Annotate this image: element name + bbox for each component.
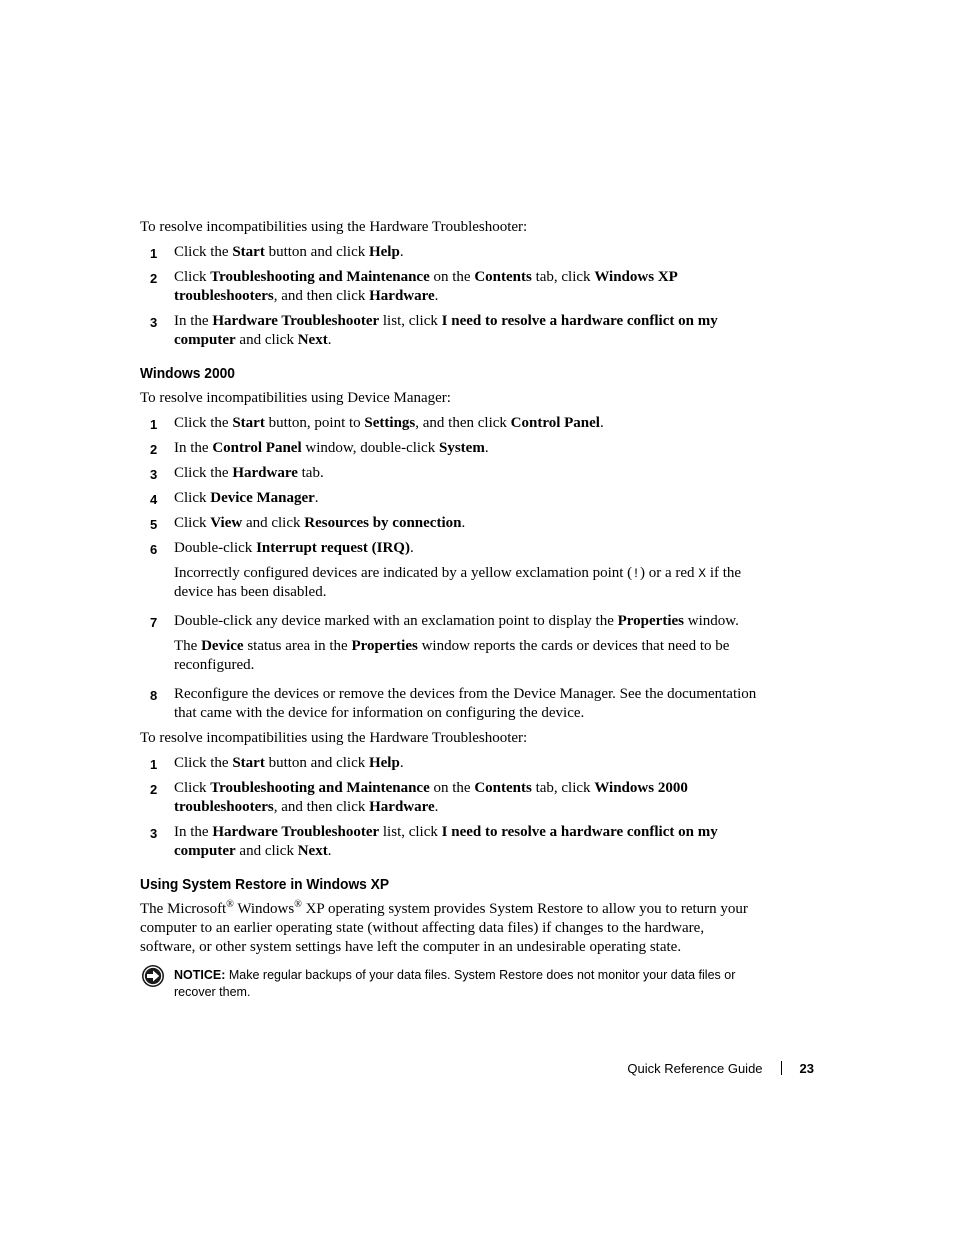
step <box>140 268 760 306</box>
step-note <box>174 637 760 675</box>
step-number: 1 <box>150 757 158 772</box>
step <box>140 243 760 262</box>
step-number: 4 <box>150 492 158 507</box>
step-number: 2 <box>150 442 158 457</box>
step-number: 7 <box>150 615 158 630</box>
step-text: Click the <box>174 415 233 431</box>
notice-arrow-icon <box>141 964 165 988</box>
section-heading-windows-2000: Windows 2000 <box>140 365 235 382</box>
footer-guide-title: Quick Reference Guide <box>627 1061 763 1076</box>
step-text: Click the <box>174 465 233 481</box>
paragraph-text: Windows <box>233 901 295 917</box>
step-text: and click <box>235 332 298 348</box>
step-text: window, double-click <box>301 440 439 456</box>
step-text: Reconfigure the devices or remove the devices from the Device Manager. See the documentation that came with the device for information on configuring the device. <box>174 686 757 721</box>
ui-term: Properties <box>351 638 418 654</box>
registered-mark: ® <box>294 899 302 910</box>
note-text: window reports the cards or devices that need to be reconfigured. <box>174 638 730 673</box>
step-text: button and click <box>264 244 369 260</box>
notice-box <box>140 967 760 1001</box>
ui-term: Windows 2000 troubleshooters <box>174 780 688 815</box>
step-number: 3 <box>150 826 158 841</box>
step-text: list, click <box>379 313 442 329</box>
step-number: 1 <box>150 246 158 261</box>
ui-term: Hardware Troubleshooter <box>212 313 380 329</box>
step <box>140 414 760 433</box>
note-text: Incorrectly configured devices are indicated by a yellow exclamation point ( <box>174 565 633 581</box>
ui-term: Next <box>297 843 328 859</box>
note-text: if the device has been disabled. <box>174 565 742 600</box>
step-text: . <box>434 288 439 304</box>
step-text: . <box>484 440 489 456</box>
ui-term: Hardware <box>232 465 298 481</box>
note-text: ) or a red <box>639 565 699 581</box>
ui-term: I need to resolve a hardware conflict on my computer <box>174 824 718 859</box>
step <box>140 612 760 675</box>
step-text: Double-click any device marked with an exclamation point to display the <box>174 613 618 629</box>
ui-term: Control Panel <box>510 415 600 431</box>
paragraph-text: XP operating system provides System Restore to allow you to return your computer to an earlier operating state (without affecting data files) if changes to the hardware, software, or other system settings have left the computer in an undesirable operating state. <box>140 901 748 955</box>
step-text: button, point to <box>264 415 365 431</box>
ui-term: Start <box>232 755 265 771</box>
step-text: . <box>327 843 332 859</box>
step-text: tab, click <box>531 780 595 796</box>
ui-term: Start <box>232 415 265 431</box>
footer-separator <box>781 1061 782 1075</box>
step-text: , and then click <box>415 415 511 431</box>
ui-term: Contents <box>474 780 532 796</box>
step-text: button and click <box>264 755 369 771</box>
step-text: and click <box>242 515 305 531</box>
step-text: and click <box>235 843 298 859</box>
ui-term: Hardware <box>369 799 435 815</box>
ui-term: Help <box>368 244 400 260</box>
w2k-hw-steps <box>140 754 760 861</box>
w2k-steps <box>140 414 760 723</box>
step <box>140 539 760 602</box>
step-text: on the <box>429 269 475 285</box>
step-text: , and then click <box>273 799 370 815</box>
ui-term: Resources by connection <box>304 515 462 531</box>
ui-term: Help <box>368 755 400 771</box>
step <box>140 823 760 861</box>
step <box>140 489 760 508</box>
step-text: on the <box>429 780 475 796</box>
step-text: . <box>399 755 404 771</box>
step-text: Click the <box>174 755 233 771</box>
step-text: , and then click <box>273 288 370 304</box>
ui-term: Windows XP troubleshooters <box>174 269 677 304</box>
step-text: . <box>409 540 414 556</box>
ui-term: Settings <box>364 415 416 431</box>
ui-term: Interrupt request (IRQ) <box>256 540 410 556</box>
ui-term: Next <box>297 332 328 348</box>
step-number: 1 <box>150 417 158 432</box>
step <box>140 685 760 723</box>
step-text: . <box>434 799 439 815</box>
w2k-hw-intro: To resolve incompatibilities using the Hardware Troubleshooter: <box>140 730 528 746</box>
step-text: In the <box>174 313 213 329</box>
ui-term: Control Panel <box>212 440 302 456</box>
step <box>140 312 760 350</box>
step-text: list, click <box>379 824 442 840</box>
step-text: Click the <box>174 244 233 260</box>
step-note <box>174 564 760 602</box>
step-text: . <box>399 244 404 260</box>
step-number: 3 <box>150 467 158 482</box>
restore-paragraph <box>140 900 760 957</box>
step-text: Click <box>174 515 211 531</box>
step-text: . <box>327 332 332 348</box>
step-number: 5 <box>150 517 158 532</box>
ui-term: Contents <box>474 269 532 285</box>
step-text: tab, click <box>531 269 595 285</box>
step <box>140 439 760 458</box>
step-number: 8 <box>150 688 158 703</box>
registered-mark: ® <box>226 899 234 910</box>
xp-hw-intro: To resolve incompatibilities using the Hardware Troubleshooter: <box>140 219 528 235</box>
note-text: The <box>174 638 202 654</box>
notice-label: NOTICE: <box>174 968 226 982</box>
ui-term: Start <box>232 244 265 260</box>
step-text: . <box>461 515 466 531</box>
x-symbol: X <box>698 566 707 581</box>
step-text: In the <box>174 440 213 456</box>
ui-term: System <box>438 440 485 456</box>
step-number: 2 <box>150 271 158 286</box>
paragraph-text: The Microsoft <box>140 901 227 917</box>
step-text: Click <box>174 780 211 796</box>
step-text: Click <box>174 490 211 506</box>
ui-term: I need to resolve a hardware conflict on my computer <box>174 313 718 348</box>
step <box>140 754 760 773</box>
exclamation-symbol: ! <box>632 566 640 581</box>
w2k-intro: To resolve incompatibilities using Device Manager: <box>140 390 451 406</box>
notice-text: Make regular backups of your data files. System Restore does not monitor your data files or recover them. <box>174 968 736 999</box>
ui-term: Device <box>201 638 244 654</box>
page-footer <box>627 1061 814 1076</box>
step-text: window. <box>684 613 739 629</box>
step <box>140 779 760 817</box>
step-text: Double-click <box>174 540 257 556</box>
ui-term: View <box>210 515 243 531</box>
step-text: . <box>599 415 604 431</box>
ui-term: Troubleshooting and Maintenance <box>210 780 430 796</box>
ui-term: Troubleshooting and Maintenance <box>210 269 430 285</box>
step-text: In the <box>174 824 213 840</box>
step-text: Click <box>174 269 211 285</box>
ui-term: Hardware Troubleshooter <box>212 824 380 840</box>
step <box>140 514 760 533</box>
ui-term: Device Manager <box>210 490 315 506</box>
step-text: tab. <box>297 465 324 481</box>
page-number: 23 <box>799 1061 814 1076</box>
step-number: 3 <box>150 315 158 330</box>
page-body <box>140 218 760 1001</box>
step <box>140 464 760 483</box>
step-text: . <box>314 490 319 506</box>
step-number: 2 <box>150 782 158 797</box>
note-text: status area in the <box>243 638 352 654</box>
step-number: 6 <box>150 542 158 557</box>
ui-term: Hardware <box>369 288 435 304</box>
xp-hw-steps <box>140 243 760 350</box>
ui-term: Properties <box>617 613 684 629</box>
section-heading-system-restore: Using System Restore in Windows XP <box>140 876 390 893</box>
